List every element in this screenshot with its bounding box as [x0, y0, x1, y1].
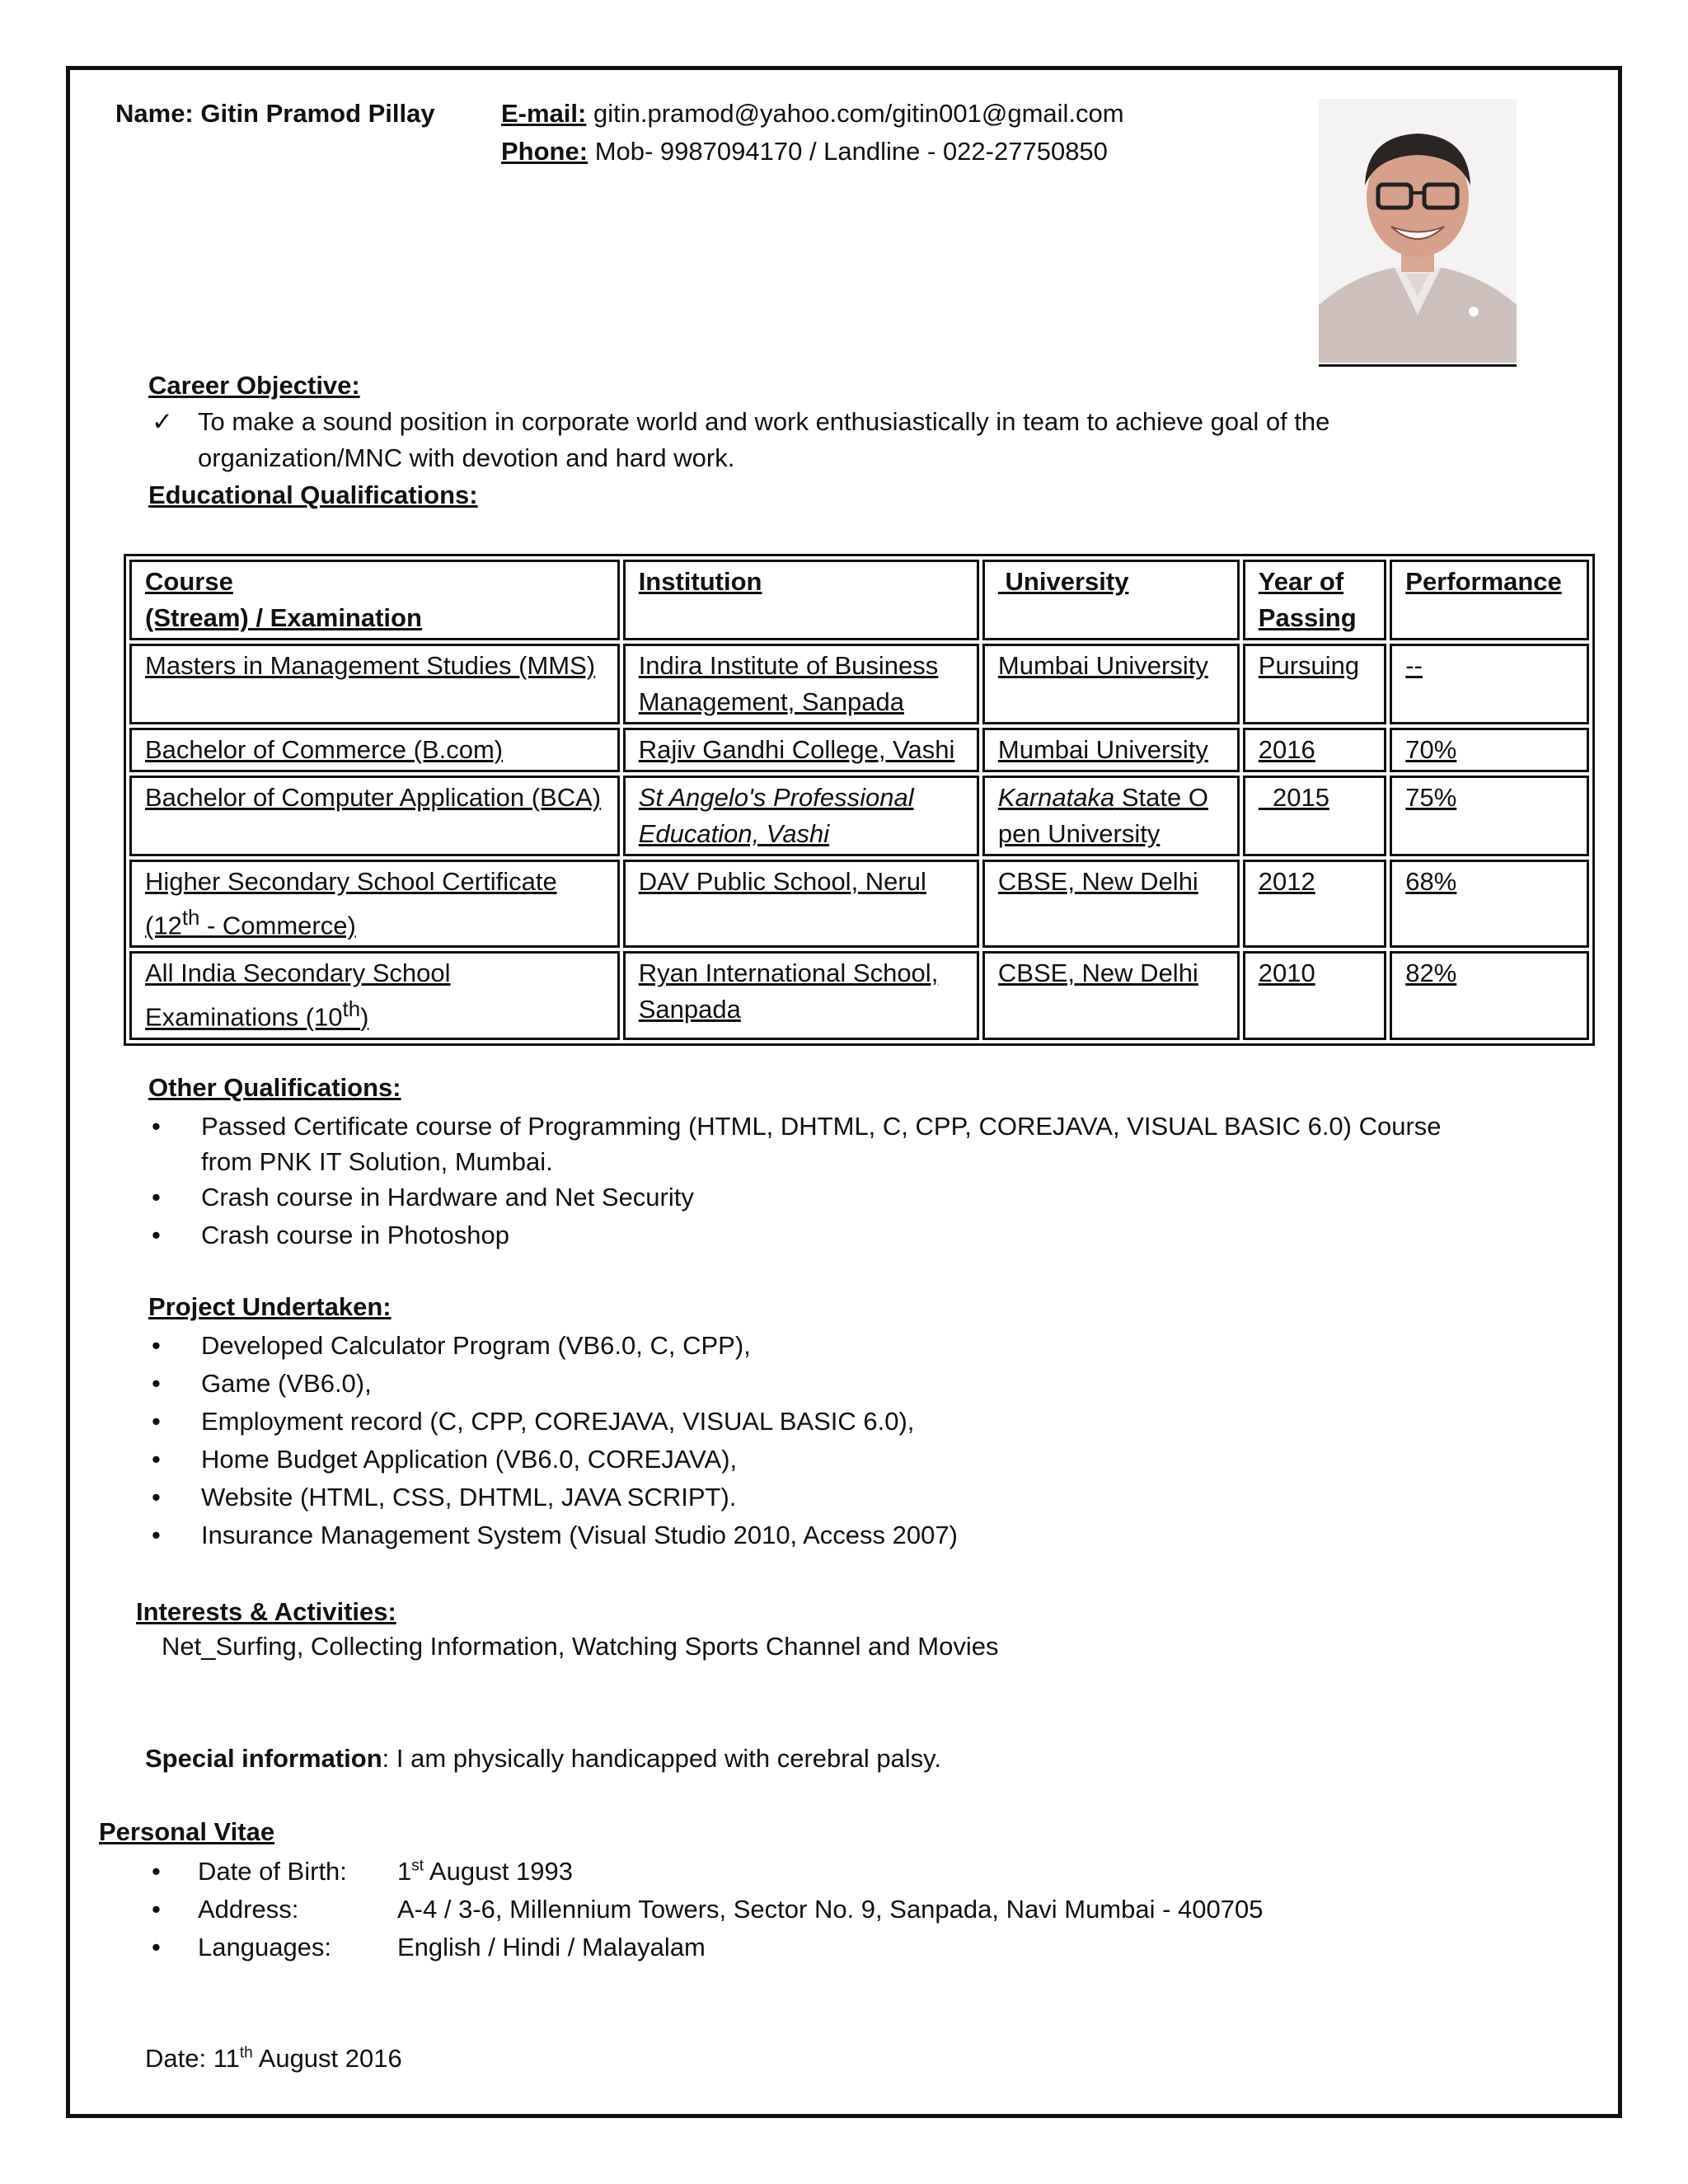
- list-item: • Employment record (C, CPP, COREJAVA, VISUAL BASIC 6.0),: [152, 1403, 958, 1441]
- table-row: [129, 860, 1589, 948]
- phone-label: Phone:: [501, 137, 588, 166]
- cell-institution: Indira Institute of Business Management, Sanpada: [623, 644, 979, 724]
- cell-university: Karnataka State O pen University: [982, 776, 1240, 856]
- cell-year: 2012: [1243, 860, 1386, 948]
- list-item: • Developed Calculator Program (VB6.0, C, CPP),: [152, 1327, 958, 1365]
- header-performance: Performance: [1390, 560, 1589, 640]
- cell-performance: 75%: [1390, 776, 1589, 856]
- cell-course: All India Secondary School Examinations (10th): [129, 951, 620, 1039]
- cell-course: Bachelor of Computer Application (BCA): [129, 776, 620, 856]
- email-label: E-mail:: [501, 99, 587, 128]
- cell-performance: --: [1390, 644, 1589, 724]
- phone-value: Mob- 9987094170 / Landline - 022-27750850: [594, 137, 1108, 166]
- cell-course: Higher Secondary School Certificate (12th - Commerce): [129, 860, 620, 948]
- cell-institution: Ryan International School, Sanpada: [623, 951, 979, 1039]
- projects-list: [152, 1327, 958, 1554]
- list-item: • Crash course in Photoshop: [152, 1216, 1442, 1254]
- special-information-text: : I am physically handicapped with cerebral palsy.: [382, 1744, 941, 1773]
- cell-institution: St Angelo's Professional Education, Vashi: [623, 776, 979, 856]
- cell-course: Bachelor of Commerce (B.com): [129, 728, 620, 772]
- bullet-icon: •: [152, 1221, 161, 1249]
- name-line: [115, 99, 435, 129]
- email-value[interactable]: gitin.pramod@yahoo.com/gitin001@gmail.com: [593, 99, 1124, 128]
- interests-text: Net_Surfing, Collecting Information, Watching Sports Channel and Movies: [162, 1632, 999, 1661]
- address-label: Address:: [198, 1895, 299, 1924]
- languages-value: English / Hindi / Malayalam: [397, 1933, 706, 1961]
- bullet-icon: •: [152, 1112, 161, 1141]
- table-header-row: [129, 560, 1589, 640]
- avatar-portrait: [1319, 99, 1517, 363]
- cell-year: 2015: [1243, 776, 1386, 856]
- cell-university: CBSE, New Delhi: [982, 951, 1240, 1039]
- cell-performance: 68%: [1390, 860, 1589, 948]
- address-value: A-4 / 3-6, Millennium Towers, Sector No. 9, Sanpada, Navi Mumbai - 400705: [397, 1895, 1264, 1924]
- bullet-icon: •: [152, 1331, 161, 1360]
- email-line: [501, 99, 1124, 129]
- cell-course: Masters in Management Studies (MMS): [129, 644, 620, 724]
- table-row: [129, 951, 1589, 1039]
- cell-university: CBSE, New Delhi: [982, 860, 1240, 948]
- name-label: Name:: [115, 99, 194, 128]
- career-objective-line-1: To make a sound position in corporate world and work enthusiastically in team to achieve goal of the: [198, 407, 1330, 436]
- cell-performance: 70%: [1390, 728, 1589, 772]
- cell-institution: DAV Public School, Nerul: [623, 860, 979, 948]
- bullet-icon: •: [152, 1895, 161, 1924]
- table-row: [129, 644, 1589, 724]
- header-course: Course (Stream) / Examination: [129, 560, 620, 640]
- dob-label: Date of Birth:: [198, 1857, 347, 1886]
- other-qualifications-list: [152, 1108, 1442, 1254]
- projects-heading: Project Undertaken:: [148, 1292, 392, 1321]
- list-item: • Crash course in Hardware and Net Security: [152, 1179, 1442, 1216]
- cell-year: Pursuing: [1243, 644, 1386, 724]
- checkmark-icon: ✓: [152, 407, 173, 436]
- header-institution: Institution: [623, 560, 979, 640]
- bullet-icon: •: [152, 1857, 161, 1886]
- list-item: • Insurance Management System (Visual Studio 2010, Access 2007): [152, 1516, 958, 1554]
- profile-photo: [1319, 99, 1517, 367]
- special-information-label: Special information: [145, 1744, 382, 1773]
- list-item: • Game (VB6.0),: [152, 1365, 958, 1403]
- cell-institution: Rajiv Gandhi College, Vashi: [623, 728, 979, 772]
- other-qualifications-heading: Other Qualifications:: [148, 1073, 401, 1102]
- bullet-icon: •: [152, 1483, 161, 1511]
- date-line: Date: 11th August 2016: [145, 2044, 402, 2073]
- personal-vitae-heading: Personal Vitae: [99, 1817, 275, 1846]
- dob-value: 1st August 1993: [397, 1857, 574, 1886]
- list-item-continuation: from PNK IT Solution, Mumbai.: [201, 1147, 553, 1176]
- phone-line: [501, 137, 1108, 166]
- cell-performance: 82%: [1390, 951, 1589, 1039]
- career-objective-heading: Career Objective:: [148, 371, 360, 400]
- career-objective-line-2: organization/MNC with devotion and hard work.: [198, 443, 735, 472]
- header-year: Year of Passing: [1243, 560, 1386, 640]
- list-item: • Website (HTML, CSS, DHTML, JAVA SCRIPT).: [152, 1479, 958, 1516]
- education-heading: Educational Qualifications:: [148, 480, 478, 509]
- bullet-icon: •: [152, 1933, 161, 1961]
- cell-university: Mumbai University: [982, 644, 1240, 724]
- interests-heading: Interests & Activities:: [136, 1597, 396, 1626]
- special-information: [145, 1744, 941, 1774]
- bullet-icon: •: [152, 1521, 161, 1549]
- bullet-icon: •: [152, 1369, 161, 1398]
- list-item: • Home Budget Application (VB6.0, COREJAVA),: [152, 1441, 958, 1479]
- table-row: [129, 728, 1589, 772]
- header-university: University: [982, 560, 1240, 640]
- education-table: [124, 554, 1595, 1046]
- bullet-icon: •: [152, 1183, 161, 1212]
- candidate-name: Gitin Pramod Pillay: [200, 99, 435, 128]
- cell-university: Mumbai University: [982, 728, 1240, 772]
- list-item: • Passed Certificate course of Programming (HTML, DHTML, C, CPP, COREJAVA, VISUAL BASIC 6.0) Course: [152, 1108, 1442, 1146]
- table-row: [129, 776, 1589, 856]
- languages-label: Languages:: [198, 1933, 332, 1961]
- bullet-icon: •: [152, 1407, 161, 1436]
- cell-year: 2010: [1243, 951, 1386, 1039]
- cell-year: 2016: [1243, 728, 1386, 772]
- bullet-icon: •: [152, 1445, 161, 1474]
